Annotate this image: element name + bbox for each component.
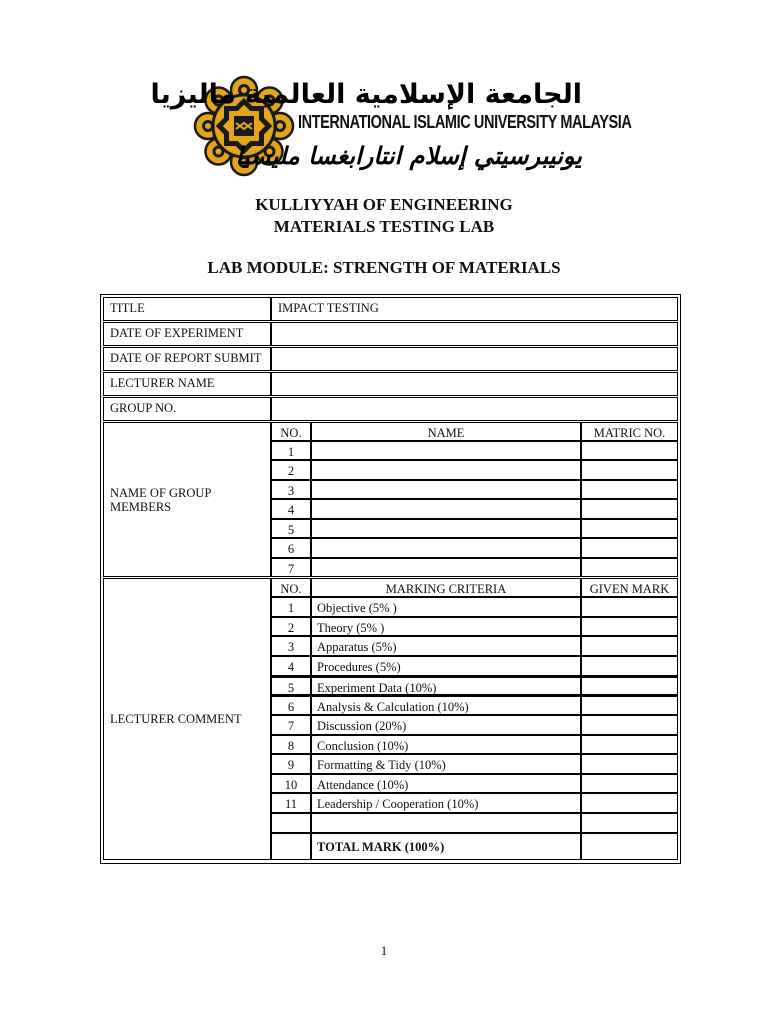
lab-report-cover-table [100,294,681,864]
member-row-number: 2 [271,460,311,480]
criteria-number: 1 [271,597,311,617]
logo-arabic-title: الجامعة الإسلامية العالمية ماليزيا [150,79,582,110]
criteria-mark-cell [581,656,678,676]
total-mark-cell [581,833,678,860]
date-experiment-label: DATE OF EXPERIMENT [103,322,271,346]
blank-criteria-cell [311,813,581,833]
criteria-number: 10 [271,774,311,793]
members-matric-header: MATRIC NO. [581,422,678,441]
group-members-label-text: NAME OF GROUP MEMBERS [110,485,211,514]
member-name-cell [311,538,581,558]
criteria-number: 8 [271,735,311,754]
member-matric-cell [581,558,678,577]
lecturer-comment-label-text: LECTURER COMMENT [110,712,242,726]
member-matric-cell [581,519,678,538]
marking-given-mark-header: GIVEN MARK [581,578,678,597]
criteria-mark-cell [581,696,678,715]
lecturer-name-field [271,372,678,396]
criteria-label: Theory (5% ) [311,617,581,636]
blank-number-cell [271,813,311,833]
lecturer-comment-label [103,578,271,860]
criteria-label: Experiment Data (10%) [311,676,581,696]
criteria-label: Conclusion (10%) [311,735,581,754]
criteria-label: Analysis & Calculation (10%) [311,696,581,715]
date-experiment-field [271,322,678,346]
date-submit-field [271,347,678,371]
date-submit-label: DATE OF REPORT SUBMIT [103,347,271,371]
criteria-number: 6 [271,696,311,715]
member-name-cell [311,480,581,499]
title-label: TITLE [103,297,271,321]
member-row-number: 5 [271,519,311,538]
member-matric-cell [581,538,678,558]
member-row-number: 6 [271,538,311,558]
member-row-number: 7 [271,558,311,577]
criteria-number: 2 [271,617,311,636]
page-number: 1 [380,943,388,958]
lab-heading: MATERIALS TESTING LAB [273,217,495,236]
members-name-header: NAME [311,422,581,441]
criteria-label: Attendance (10%) [311,774,581,793]
total-mark-label: TOTAL MARK (100%) [311,833,581,860]
member-matric-cell [581,460,678,480]
member-matric-cell [581,499,678,519]
member-matric-cell [581,480,678,499]
criteria-mark-cell [581,774,678,793]
logo-jawi-title: يونيبرسيتي إسلام انتارابغسا مليسيا [235,142,582,170]
criteria-mark-cell [581,676,678,696]
member-name-cell [311,499,581,519]
member-name-cell [311,558,581,577]
marking-no-header: NO. [271,578,311,597]
member-name-cell [311,460,581,480]
marking-criteria-header: MARKING CRITERIA [311,578,581,597]
faculty-heading: KULLIYYAH OF ENGINEERING [255,195,513,214]
criteria-number: 7 [271,715,311,735]
group-no-field [271,397,678,421]
criteria-label: Procedures (5%) [311,656,581,676]
criteria-label: Discussion (20%) [311,715,581,735]
logo-university-name: INTERNATIONAL ISLAMIC UNIVERSITY MALAYSIA [298,113,632,133]
criteria-number: 4 [271,656,311,676]
member-name-cell [311,441,581,460]
group-no-label: GROUP NO. [103,397,271,421]
criteria-mark-cell [581,617,678,636]
criteria-label: Leadership / Cooperation (10%) [311,793,581,813]
member-row-number: 3 [271,480,311,499]
criteria-mark-cell [581,597,678,617]
criteria-mark-cell [581,793,678,813]
criteria-label: Objective (5% ) [311,597,581,617]
lecturer-name-label: LECTURER NAME [103,372,271,396]
member-matric-cell [581,441,678,460]
criteria-mark-cell [581,715,678,735]
members-no-header: NO. [271,422,311,441]
module-heading: LAB MODULE: STRENGTH OF MATERIALS [207,258,561,277]
member-name-cell [311,519,581,538]
criteria-number: 5 [271,676,311,696]
blank-mark-cell [581,813,678,833]
criteria-number: 11 [271,793,311,813]
total-number-cell [271,833,311,860]
member-row-number: 4 [271,499,311,519]
criteria-label: Apparatus (5%) [311,636,581,656]
criteria-label: Formatting & Tidy (10%) [311,754,581,774]
iium-logo [150,74,632,178]
criteria-number: 9 [271,754,311,774]
title-value: IMPACT TESTING [271,297,678,321]
criteria-number: 3 [271,636,311,656]
criteria-mark-cell [581,735,678,754]
member-row-number: 1 [271,441,311,460]
iium-wordmark [150,78,632,176]
group-members-label [103,422,271,577]
criteria-mark-cell [581,754,678,774]
criteria-mark-cell [581,636,678,656]
